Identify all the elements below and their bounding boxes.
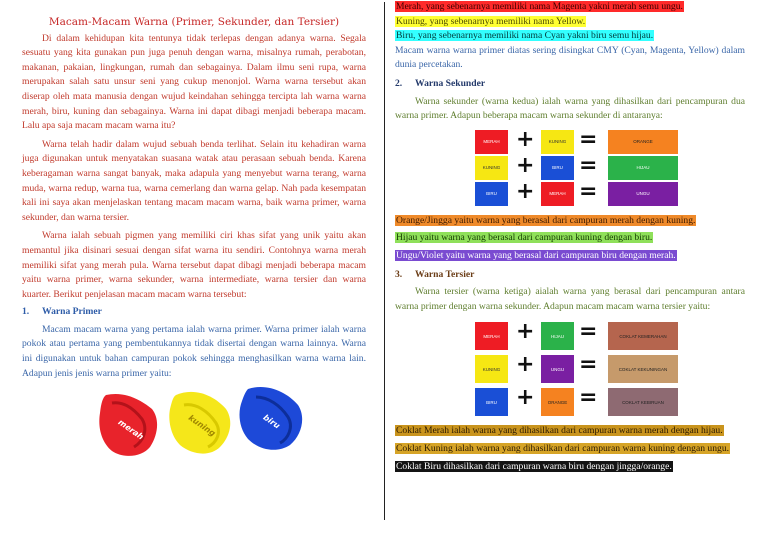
equals-icon: =	[579, 152, 598, 178]
plus-icon: +	[516, 126, 535, 152]
swatch-biru: BIRU	[541, 156, 574, 180]
swatch-hijau: HIJAU	[608, 156, 678, 180]
paragraph-intro: Di dalam kehidupan kita tentunya tidak terlepas dengan adanya warna. Segala sesuatu yang kita gunakan pun juga penuh dengan warna, misalnya rumah, perabotan, makanan, pakaian, lingkungan, rumah dan sebagainya. Dalam ilmu seni rupa, warna merupakan salah satu unsur seni yang cukup menonjol. Warna warna tersebut akan diserap oleh mata manusia dengan wujud keindahan sehingga tercipta lah warna warna merah, biru, kuning dan sebagainya. Warna ini dapat dibagi menjadi beberapa macam. Lalu apa saja macam macam warna itu?	[22, 32, 366, 132]
swatch-merah: MERAH	[475, 322, 508, 350]
equals-icon: =	[579, 319, 598, 345]
title-part: Warna	[133, 16, 169, 28]
swatch-kuning: KUNING	[475, 355, 508, 383]
heading-warna-sekunder	[395, 77, 745, 92]
swatch-coklat-kemerahan: COKLAT KEMERAHAN	[608, 322, 678, 350]
paint-strokes-illustration	[94, 389, 304, 459]
column-divider	[384, 2, 385, 520]
title-part: Macam-Macam	[48, 16, 131, 28]
heading-warna-tersier	[395, 268, 745, 283]
swatch-ungu: UNGU	[608, 182, 678, 206]
paint-label-biru: biru	[261, 413, 282, 431]
paragraph-cmy: Macam warna warna primer diatas sering disingkat CMY (Cyan, Magenta, Yellow) dalam dunia percetakan.	[395, 44, 745, 71]
heading-text: Warna Primer	[42, 306, 102, 318]
swatch-orange: ORANGE	[608, 130, 678, 154]
heading-number: 3.	[395, 268, 403, 280]
plus-icon: +	[516, 152, 535, 178]
paragraph-2: Warna telah hadir dalam wujud sebuah benda terlihat. Selain itu kehadiran warna juga digunakan untuk menyatakan suasana watak atau perasaan sebuah benda. Karena keberagaman warna sangat banyak, maka adapula yang menyebut warna terang, warna muda, warna redup, warna tua, warna cemerlang dan warna gelap. Nah pada kesempatan kali ini saya akan menjelaskan tentang macam macam warna, baik warna primer, warna sekunder, dan warna tersier.	[22, 138, 366, 223]
paragraph-sekunder: Warna sekunder (warna kedua) ialah warna yang dihasilkan dari pencampuran dua warna primer. Adapun beberapa macam warna sekunder di antaranya:	[395, 95, 745, 122]
swatch-ungu: UNGU	[541, 355, 574, 383]
paint-label-merah: merah	[116, 417, 146, 442]
swatch-merah: MERAH	[475, 130, 508, 154]
title-part: Tersier	[297, 16, 336, 28]
equals-icon: =	[579, 178, 598, 204]
title-part: )	[335, 16, 340, 28]
title-part: Sekunder,	[217, 16, 272, 28]
mix-row	[475, 178, 685, 206]
paint-label-kuning: kuning	[186, 413, 218, 439]
swatch-biru: BIRU	[475, 388, 508, 416]
paragraph-primer: Macam macam warna yang pertama ialah warna primer. Warna primer ialah warna pokok atau pertama yang pembentukannya tidak disertai dengan warna lainnya. Warna ini digunakan untuk bahan campuran pokok sehingga menghasilkan warna warna lain. Adapun jenis jenis warna primer yaitu:	[22, 323, 366, 379]
highlight-kuning: Kuning, yang sebenarnya memiliki nama Yellow.	[396, 15, 586, 27]
sekunder-list	[395, 214, 745, 264]
highlight-ungu: Ungu/Violet yaitu warna yang berasal dari campuran biru dengan merah.	[396, 249, 676, 261]
swatch-orange: ORANGE	[541, 388, 574, 416]
primer-list	[395, 0, 745, 44]
equals-icon: =	[579, 352, 598, 378]
paragraph-tersier: Warna tersier (warna ketiga) aialah warna yang berasal dari pencampuran antara warna primer dengan warna sekunder. Adapun macam macam warna tersier yaitu:	[395, 286, 745, 312]
highlight-orange: Orange/Jingga yaitu warna yang berasal dari campuran merah dengan kuning.	[396, 214, 696, 226]
swatch-biru: BIRU	[475, 182, 508, 206]
page-title	[22, 15, 366, 30]
left-column	[22, 0, 366, 459]
mix-row	[475, 385, 685, 416]
mix-row	[475, 352, 685, 383]
plus-icon: +	[516, 385, 535, 411]
right-column	[395, 0, 745, 474]
heading-number: 2.	[395, 77, 403, 89]
equals-icon: =	[579, 385, 598, 411]
secondary-color-mix-chart	[475, 126, 685, 206]
paragraph-3: Warna ialah sebuah pigmen yang memiliki ciri khas sifat yang unik yaitu akan memantul jika disinari sesuai dengan sifat warna itu sendiri. Contohnya warna merah memiliki sifat yang merah pula. Warna tersebut dapat dibagi menjadi beberapa macam yaitu warna primer, warna sekunder, warna intermediate, warna tersier dan warna kuarter. Berikut penjelasan macam macam warna tersebut:	[22, 230, 366, 300]
mix-row	[475, 319, 685, 350]
tersier-list	[395, 424, 745, 474]
highlight-coklat-biru: Coklat Biru dihasilkan dari campuran warna biru dengan jingga/orange.	[396, 460, 672, 472]
mix-row	[475, 152, 685, 180]
title-part: dan	[274, 16, 295, 28]
highlight-merah: Merah, yang sebenarnya memiliki nama Magenta yakni merah semu ungu.	[396, 1, 683, 12]
heading-number: 1.	[22, 306, 30, 318]
mix-row	[475, 126, 685, 154]
swatch-kuning: KUNING	[541, 130, 574, 154]
highlight-coklat-merah: Coklat Merah ialah warna yang dihasilkan dari campuran warna merah dengan hijau.	[396, 425, 723, 437]
plus-icon: +	[516, 319, 535, 345]
highlight-hijau: Hijau yaitu warna yang berasal dari campuran kuning dengan biru.	[396, 232, 653, 244]
plus-icon: +	[516, 178, 535, 204]
highlight-coklat-kuning: Coklat Kuning ialah warna yang dihasilkan dari campuran warna kuning dengan ungu.	[396, 442, 730, 454]
swatch-coklat-kekuningan: COKLAT KEKUNINGAN	[608, 355, 678, 383]
title-part: Primer,	[175, 16, 215, 28]
heading-text: Warna Tersier	[415, 268, 475, 280]
heading-warna-primer	[22, 305, 366, 320]
plus-icon: +	[516, 352, 535, 378]
heading-text: Warna Sekunder	[415, 77, 486, 89]
swatch-hijau: HIJAU	[541, 322, 574, 350]
title-part: (	[171, 16, 176, 28]
swatch-coklat-kebiruan: COKLAT KEBIRUAN	[608, 388, 678, 416]
swatch-kuning: KUNING	[475, 156, 508, 180]
equals-icon: =	[579, 126, 598, 152]
tertiary-color-mix-chart	[475, 319, 685, 416]
highlight-biru: Biru, yang sebenarnya memiliki nama Cyan yakni biru semu hijau.	[396, 30, 654, 42]
swatch-merah: MERAH	[541, 182, 574, 206]
